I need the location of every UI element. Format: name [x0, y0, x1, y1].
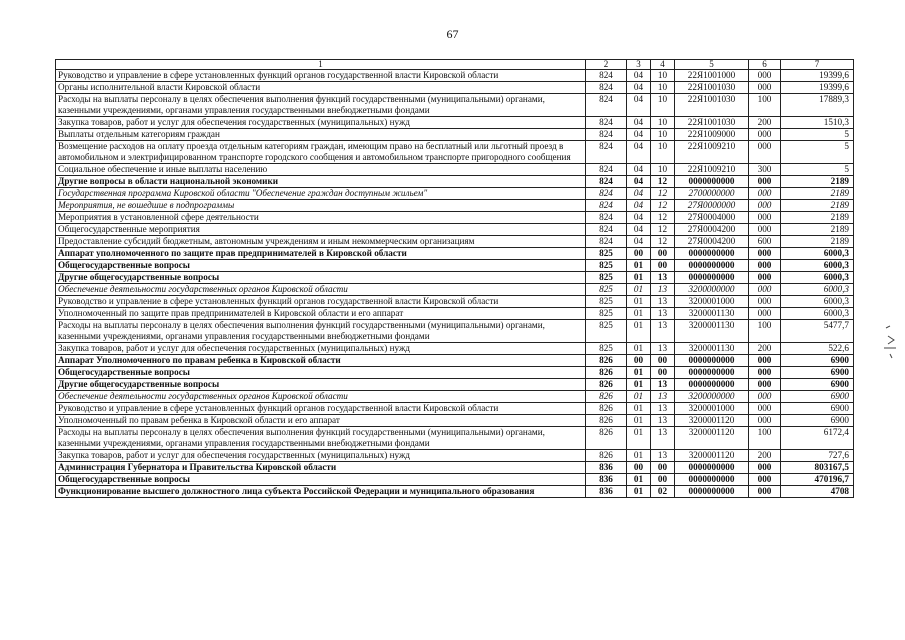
section-cell: 04 — [627, 141, 651, 164]
ministry-code-cell: 824 — [586, 164, 627, 176]
ministry-code-cell: 824 — [586, 212, 627, 224]
subsection-cell: 13 — [651, 379, 675, 391]
ministry-code-cell: 826 — [586, 427, 627, 450]
name-cell: Аппарат Уполномоченного по правам ребенка в Кировской области — [56, 355, 586, 367]
section-cell: 01 — [627, 391, 651, 403]
amount-cell: 470196,7 — [781, 474, 854, 486]
expense-type-cell: 000 — [749, 129, 781, 141]
budget-table — [55, 59, 854, 498]
amount-cell: 6000,3 — [781, 308, 854, 320]
subsection-cell: 13 — [651, 320, 675, 343]
name-cell: Закупка товаров, работ и услуг для обеспечения государственных (муниципальных) нужд — [56, 117, 586, 129]
expense-type-cell: 000 — [749, 474, 781, 486]
table-row — [56, 236, 854, 248]
amount-cell: 4708 — [781, 486, 854, 498]
section-cell: 04 — [627, 176, 651, 188]
target-article-cell: 22Я1001030 — [675, 82, 749, 94]
target-article-cell: 22Я1001000 — [675, 70, 749, 82]
amount-cell: 6172,4 — [781, 427, 854, 450]
ministry-code-cell: 824 — [586, 188, 627, 200]
subsection-cell: 12 — [651, 236, 675, 248]
section-cell: 04 — [627, 82, 651, 94]
ministry-code-cell: 825 — [586, 320, 627, 343]
ministry-code-cell: 825 — [586, 260, 627, 272]
name-cell: Другие общегосударственные вопросы — [56, 272, 586, 284]
table-row — [56, 260, 854, 272]
amount-cell: 6900 — [781, 415, 854, 427]
ministry-code-cell: 824 — [586, 236, 627, 248]
amount-cell: 2189 — [781, 200, 854, 212]
section-cell: 04 — [627, 70, 651, 82]
subsection-cell: 10 — [651, 164, 675, 176]
name-cell: Уполномоченный по правам ребенка в Кировской области и его аппарат — [56, 415, 586, 427]
amount-cell: 17889,3 — [781, 94, 854, 117]
name-cell: Руководство и управление в сфере установленных функций органов государственной власти Кировской области — [56, 70, 586, 82]
expense-type-cell: 000 — [749, 260, 781, 272]
name-cell: Возмещение расходов на оплату проезда отдельным категориям граждан, имеющим право на бесплатный или льготный проезд в автомобильном и электрифицированном транспорте городского сообщения и автомобильном транспорте пригородного сообщения — [56, 141, 586, 164]
name-cell: Общегосударственные вопросы — [56, 260, 586, 272]
expense-type-cell: 000 — [749, 391, 781, 403]
section-cell: 01 — [627, 379, 651, 391]
section-cell: 01 — [627, 272, 651, 284]
target-article-cell: 3200001130 — [675, 308, 749, 320]
target-article-cell: 2700000000 — [675, 188, 749, 200]
expense-type-cell: 200 — [749, 117, 781, 129]
amount-cell: 6000,3 — [781, 296, 854, 308]
table-row — [56, 272, 854, 284]
target-article-cell: 0000000000 — [675, 486, 749, 498]
expense-type-cell: 000 — [749, 284, 781, 296]
amount-cell: 6000,3 — [781, 272, 854, 284]
table-header-row — [56, 60, 854, 70]
name-cell: Обеспечение деятельности государственных органов Кировской области — [56, 391, 586, 403]
ministry-code-cell: 825 — [586, 272, 627, 284]
subsection-cell: 10 — [651, 129, 675, 141]
amount-cell: 727,6 — [781, 450, 854, 462]
name-cell: Обеспечение деятельности государственных органов Кировской области — [56, 284, 586, 296]
target-article-cell: 0000000000 — [675, 248, 749, 260]
expense-type-cell: 300 — [749, 164, 781, 176]
amount-cell: 2189 — [781, 176, 854, 188]
target-article-cell: 22Я1009210 — [675, 164, 749, 176]
expense-type-cell: 000 — [749, 367, 781, 379]
ministry-code-cell: 824 — [586, 224, 627, 236]
subsection-cell: 12 — [651, 212, 675, 224]
ministry-code-cell: 826 — [586, 355, 627, 367]
target-article-cell: 3200001120 — [675, 427, 749, 450]
subsection-cell: 13 — [651, 391, 675, 403]
target-article-cell: 3200001130 — [675, 320, 749, 343]
section-cell: 04 — [627, 188, 651, 200]
expense-type-cell: 000 — [749, 224, 781, 236]
expense-type-cell: 000 — [749, 308, 781, 320]
expense-type-cell: 200 — [749, 343, 781, 355]
expense-type-cell: 100 — [749, 94, 781, 117]
target-article-cell: 27Я0004200 — [675, 236, 749, 248]
name-cell: Общегосударственные вопросы — [56, 474, 586, 486]
subsection-cell: 00 — [651, 462, 675, 474]
amount-cell: 2189 — [781, 188, 854, 200]
subsection-cell: 13 — [651, 308, 675, 320]
ministry-code-cell: 825 — [586, 343, 627, 355]
page-number: 67 — [446, 27, 459, 41]
table-row — [56, 367, 854, 379]
subsection-cell: 10 — [651, 82, 675, 94]
section-cell: 04 — [627, 200, 651, 212]
amount-cell: 6000,3 — [781, 284, 854, 296]
target-article-cell: 3200001130 — [675, 343, 749, 355]
section-cell: 01 — [627, 260, 651, 272]
table-row — [56, 474, 854, 486]
name-cell: Функционирование высшего должностного лица субъекта Российской Федерации и муниципального образования — [56, 486, 586, 498]
name-cell: Мероприятия в установленной сфере деятельности — [56, 212, 586, 224]
subsection-cell: 00 — [651, 355, 675, 367]
subsection-cell: 12 — [651, 200, 675, 212]
name-cell: Администрация Губернатора и Правительства Кировской области — [56, 462, 586, 474]
amount-cell: 2189 — [781, 236, 854, 248]
expense-type-cell: 000 — [749, 403, 781, 415]
target-article-cell: 0000000000 — [675, 355, 749, 367]
target-article-cell: 27Я0000000 — [675, 200, 749, 212]
amount-cell: 5 — [781, 164, 854, 176]
expense-type-cell: 000 — [749, 248, 781, 260]
name-cell: Расходы на выплаты персоналу в целях обеспечения выполнения функций государственными (муниципальными) органами, казенными учреждениями, органами управления государственными внебюджетными фондами — [56, 320, 586, 343]
subsection-cell: 00 — [651, 248, 675, 260]
ministry-code-cell: 824 — [586, 200, 627, 212]
target-article-cell: 22Я1009000 — [675, 129, 749, 141]
table-row — [56, 391, 854, 403]
amount-cell: 19399,6 — [781, 82, 854, 94]
name-cell: Закупка товаров, работ и услуг для обеспечения государственных (муниципальных) нужд — [56, 343, 586, 355]
ministry-code-cell: 826 — [586, 403, 627, 415]
amount-cell: 19399,6 — [781, 70, 854, 82]
subsection-cell: 13 — [651, 427, 675, 450]
target-article-cell: 3200001000 — [675, 296, 749, 308]
table-row — [56, 379, 854, 391]
subsection-cell: 13 — [651, 343, 675, 355]
amount-cell: 5477,7 — [781, 320, 854, 343]
target-article-cell: 0000000000 — [675, 176, 749, 188]
section-cell: 01 — [627, 474, 651, 486]
name-cell: Выплаты отдельным категориям граждан — [56, 129, 586, 141]
table-row — [56, 296, 854, 308]
name-cell: Предоставление субсидий бюджетным, автономным учреждениям и иным некоммерческим организациям — [56, 236, 586, 248]
ministry-code-cell: 825 — [586, 308, 627, 320]
ministry-code-cell: 826 — [586, 379, 627, 391]
table-row — [56, 164, 854, 176]
name-cell: Расходы на выплаты персоналу в целях обеспечения выполнения функций государственными (муниципальными) органами, казенными учреждениями, органами управления государственными внебюджетными фондами — [56, 427, 586, 450]
header-cell: 4 — [651, 60, 675, 70]
target-article-cell: 27Я0004200 — [675, 224, 749, 236]
section-cell: 01 — [627, 343, 651, 355]
section-cell: 01 — [627, 296, 651, 308]
section-cell: 01 — [627, 415, 651, 427]
table-row — [56, 70, 854, 82]
amount-cell: 6900 — [781, 391, 854, 403]
name-cell: Общегосударственные вопросы — [56, 367, 586, 379]
table-row — [56, 188, 854, 200]
ministry-code-cell: 836 — [586, 474, 627, 486]
table-row — [56, 200, 854, 212]
target-article-cell: 0000000000 — [675, 379, 749, 391]
expense-type-cell: 000 — [749, 415, 781, 427]
header-cell: 3 — [627, 60, 651, 70]
table-row — [56, 427, 854, 450]
section-cell: 01 — [627, 486, 651, 498]
margin-scan-mark — [880, 318, 902, 368]
amount-cell: 6900 — [781, 379, 854, 391]
ministry-code-cell: 824 — [586, 94, 627, 117]
table-row — [56, 224, 854, 236]
table-row — [56, 355, 854, 367]
table-row — [56, 415, 854, 427]
subsection-cell: 13 — [651, 284, 675, 296]
section-cell: 00 — [627, 248, 651, 260]
ministry-code-cell: 825 — [586, 296, 627, 308]
header-cell: 7 — [781, 60, 854, 70]
ministry-code-cell: 836 — [586, 462, 627, 474]
name-cell: Уполномоченный по защите прав предпринимателей в Кировской области и его аппарат — [56, 308, 586, 320]
subsection-cell: 10 — [651, 141, 675, 164]
header-cell: 6 — [749, 60, 781, 70]
section-cell: 04 — [627, 117, 651, 129]
amount-cell: 6900 — [781, 355, 854, 367]
target-article-cell: 22Я1001030 — [675, 117, 749, 129]
table-row — [56, 129, 854, 141]
table-row — [56, 403, 854, 415]
section-cell: 04 — [627, 236, 651, 248]
amount-cell: 6900 — [781, 403, 854, 415]
target-article-cell: 0000000000 — [675, 260, 749, 272]
amount-cell: 6000,3 — [781, 260, 854, 272]
section-cell: 00 — [627, 462, 651, 474]
ministry-code-cell: 826 — [586, 367, 627, 379]
subsection-cell: 00 — [651, 367, 675, 379]
expense-type-cell: 100 — [749, 427, 781, 450]
table-row — [56, 212, 854, 224]
name-cell: Закупка товаров, работ и услуг для обеспечения государственных (муниципальных) нужд — [56, 450, 586, 462]
name-cell: Руководство и управление в сфере установленных функций органов государственной власти Кировской области — [56, 296, 586, 308]
expense-type-cell: 000 — [749, 296, 781, 308]
name-cell: Социальное обеспечение и иные выплаты населению — [56, 164, 586, 176]
target-article-cell: 0000000000 — [675, 367, 749, 379]
table-row — [56, 343, 854, 355]
subsection-cell: 12 — [651, 224, 675, 236]
ministry-code-cell: 824 — [586, 129, 627, 141]
subsection-cell: 10 — [651, 117, 675, 129]
table-row — [56, 486, 854, 498]
name-cell: Другие общегосударственные вопросы — [56, 379, 586, 391]
header-cell: 1 — [56, 60, 586, 70]
target-article-cell: 3200001120 — [675, 450, 749, 462]
header-cell: 2 — [586, 60, 627, 70]
expense-type-cell: 600 — [749, 236, 781, 248]
expense-type-cell: 000 — [749, 355, 781, 367]
subsection-cell: 10 — [651, 94, 675, 117]
section-cell: 04 — [627, 129, 651, 141]
table-row — [56, 82, 854, 94]
table-row — [56, 320, 854, 343]
section-cell: 01 — [627, 450, 651, 462]
amount-cell: 6900 — [781, 367, 854, 379]
expense-type-cell: 000 — [749, 82, 781, 94]
section-cell: 01 — [627, 403, 651, 415]
target-article-cell: 3200001120 — [675, 415, 749, 427]
ministry-code-cell: 824 — [586, 176, 627, 188]
expense-type-cell: 000 — [749, 188, 781, 200]
ministry-code-cell: 826 — [586, 391, 627, 403]
amount-cell: 6000,3 — [781, 248, 854, 260]
table-row — [56, 117, 854, 129]
section-cell: 01 — [627, 320, 651, 343]
expense-type-cell: 000 — [749, 462, 781, 474]
target-article-cell: 3200000000 — [675, 391, 749, 403]
table-row — [56, 450, 854, 462]
table-row — [56, 176, 854, 188]
amount-cell: 1510,3 — [781, 117, 854, 129]
expense-type-cell: 000 — [749, 141, 781, 164]
name-cell: Расходы на выплаты персоналу в целях обеспечения выполнения функций государственными (муниципальными) органами, казенными учреждениями, органами управления государственными внебюджетными фондами — [56, 94, 586, 117]
name-cell: Руководство и управление в сфере установленных функций органов государственной власти Кировской области — [56, 403, 586, 415]
ministry-code-cell: 824 — [586, 141, 627, 164]
subsection-cell: 13 — [651, 450, 675, 462]
expense-type-cell: 000 — [749, 486, 781, 498]
section-cell: 04 — [627, 94, 651, 117]
section-cell: 01 — [627, 427, 651, 450]
subsection-cell: 12 — [651, 188, 675, 200]
target-article-cell: 3200000000 — [675, 284, 749, 296]
subsection-cell: 13 — [651, 272, 675, 284]
section-cell: 01 — [627, 284, 651, 296]
expense-type-cell: 000 — [749, 176, 781, 188]
header-cell: 5 — [675, 60, 749, 70]
subsection-cell: 00 — [651, 474, 675, 486]
expense-type-cell: 200 — [749, 450, 781, 462]
amount-cell: 803167,5 — [781, 462, 854, 474]
amount-cell: 522,6 — [781, 343, 854, 355]
table-row — [56, 248, 854, 260]
name-cell: Аппарат уполномоченного по защите прав предпринимателей в Кировской области — [56, 248, 586, 260]
expense-type-cell: 000 — [749, 70, 781, 82]
amount-cell: 2189 — [781, 212, 854, 224]
name-cell: Органы исполнительной власти Кировской области — [56, 82, 586, 94]
target-article-cell: 0000000000 — [675, 474, 749, 486]
target-article-cell: 0000000000 — [675, 272, 749, 284]
name-cell: Общегосударственные мероприятия — [56, 224, 586, 236]
target-article-cell: 0000000000 — [675, 462, 749, 474]
amount-cell: 2189 — [781, 224, 854, 236]
name-cell: Мероприятия, не вошедшие в подпрограммы — [56, 200, 586, 212]
target-article-cell: 27Я0004000 — [675, 212, 749, 224]
expense-type-cell: 100 — [749, 320, 781, 343]
name-cell: Государственная программа Кировской области "Обеспечение граждан доступным жильем" — [56, 188, 586, 200]
scan-artifact-icon — [880, 318, 902, 368]
target-article-cell: 22Я1001030 — [675, 94, 749, 117]
subsection-cell: 13 — [651, 415, 675, 427]
expense-type-cell: 000 — [749, 212, 781, 224]
ministry-code-cell: 825 — [586, 284, 627, 296]
section-cell: 01 — [627, 367, 651, 379]
subsection-cell: 12 — [651, 176, 675, 188]
ministry-code-cell: 826 — [586, 415, 627, 427]
table-row — [56, 141, 854, 164]
expense-type-cell: 000 — [749, 272, 781, 284]
subsection-cell: 10 — [651, 70, 675, 82]
table-row — [56, 94, 854, 117]
ministry-code-cell: 824 — [586, 70, 627, 82]
amount-cell: 5 — [781, 129, 854, 141]
section-cell: 01 — [627, 308, 651, 320]
amount-cell: 5 — [781, 141, 854, 164]
expense-type-cell: 000 — [749, 379, 781, 391]
ministry-code-cell: 826 — [586, 450, 627, 462]
target-article-cell: 22Я1009210 — [675, 141, 749, 164]
section-cell: 04 — [627, 164, 651, 176]
subsection-cell: 00 — [651, 260, 675, 272]
subsection-cell: 13 — [651, 403, 675, 415]
ministry-code-cell: 824 — [586, 117, 627, 129]
expense-type-cell: 000 — [749, 200, 781, 212]
ministry-code-cell: 836 — [586, 486, 627, 498]
table-row — [56, 284, 854, 296]
target-article-cell: 3200001000 — [675, 403, 749, 415]
section-cell: 04 — [627, 212, 651, 224]
section-cell: 00 — [627, 355, 651, 367]
name-cell: Другие вопросы в области национальной экономики — [56, 176, 586, 188]
section-cell: 04 — [627, 224, 651, 236]
table-row — [56, 462, 854, 474]
subsection-cell: 13 — [651, 296, 675, 308]
ministry-code-cell: 824 — [586, 82, 627, 94]
subsection-cell: 02 — [651, 486, 675, 498]
ministry-code-cell: 825 — [586, 248, 627, 260]
table-row — [56, 308, 854, 320]
